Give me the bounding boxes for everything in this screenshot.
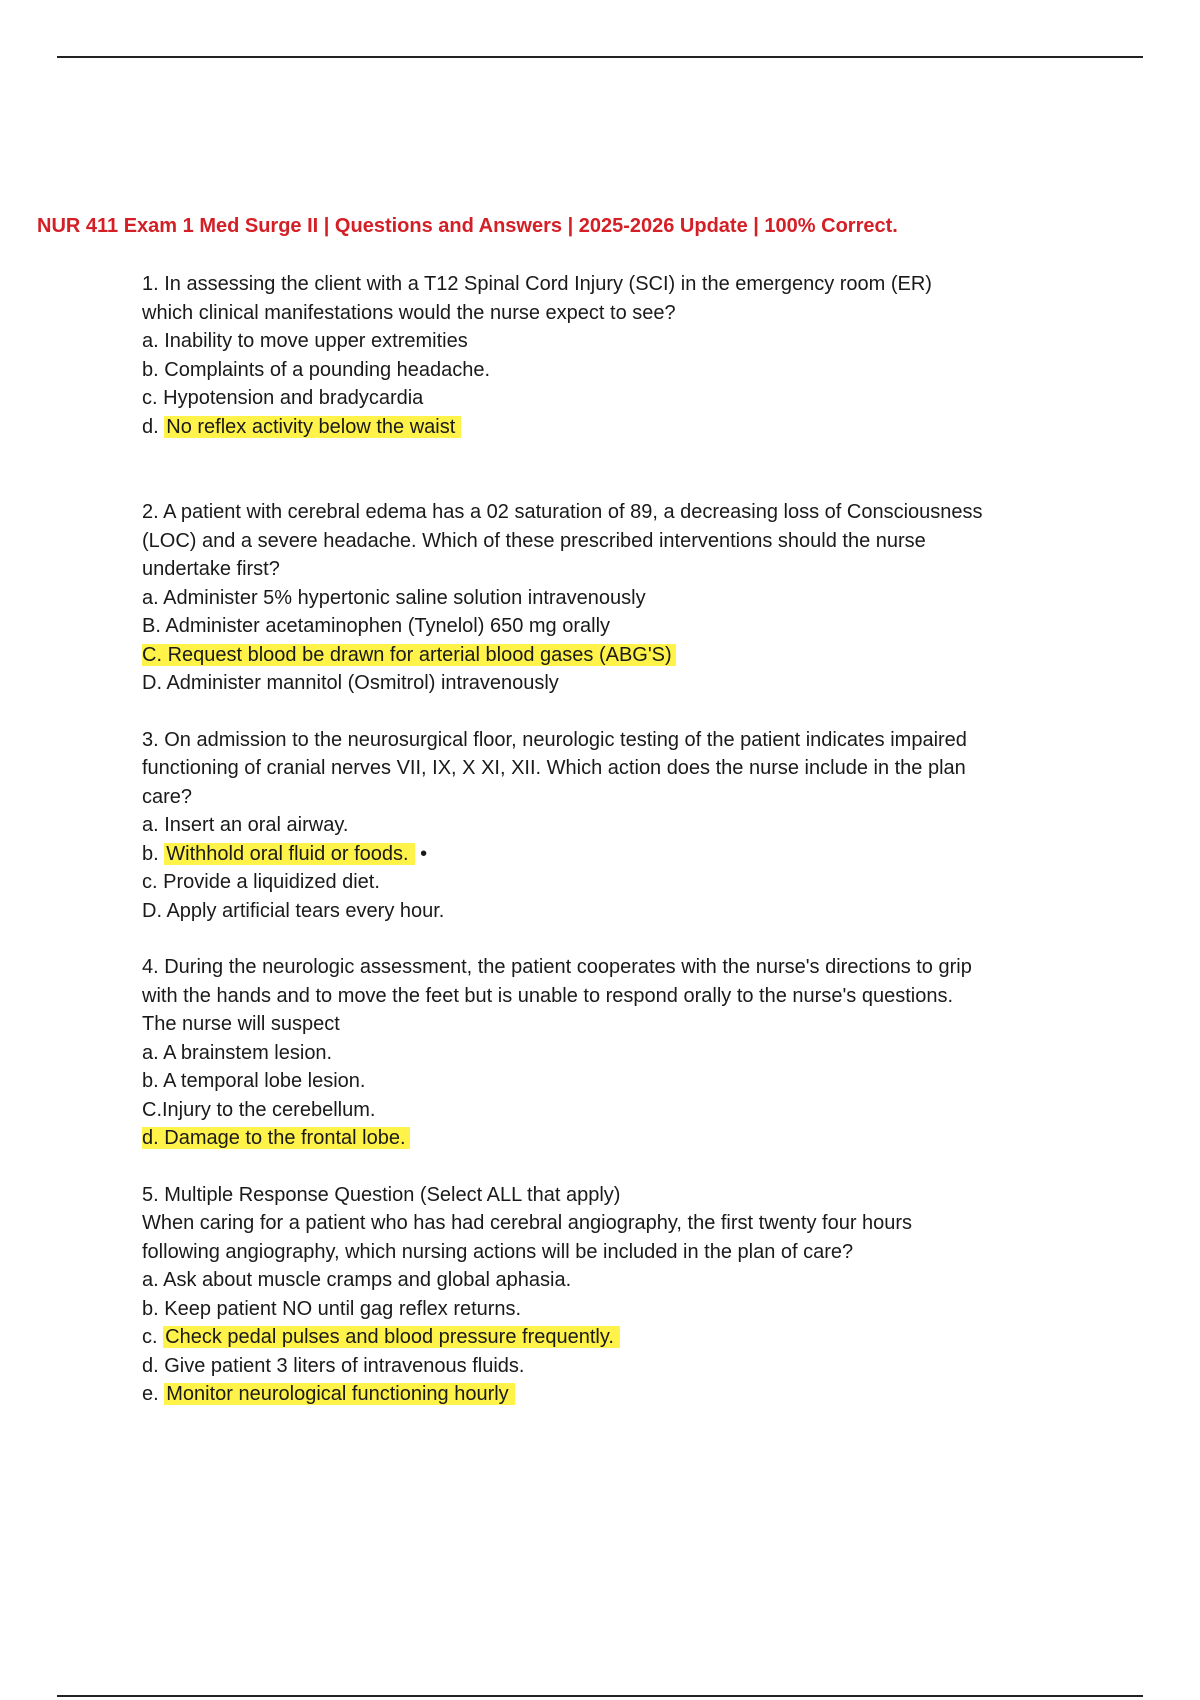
option-letter: a. (142, 1041, 159, 1064)
highlighted-answer-line (142, 644, 676, 666)
option-text: Ask about muscle cramps and global aphasia. (163, 1269, 572, 1291)
option-text: Injury to the cerebellum. (162, 1098, 376, 1121)
answer-option (142, 1266, 1062, 1295)
answer-option (142, 356, 1062, 385)
option-letter: b. (142, 1297, 159, 1320)
question-stem-line: (LOC) and a severe headache. Which of these prescribed interventions should the nurse (142, 529, 926, 552)
option-letter: d. (142, 1127, 159, 1149)
question-stem-line: When caring for a patient who has had cerebral angiography, the first twenty four hours (142, 1212, 913, 1234)
option-letter: c. (142, 387, 158, 409)
answer-option (142, 1039, 1062, 1068)
option-letter: a. (142, 586, 159, 609)
highlighted-answer-text: No reflex activity below the waist (164, 416, 461, 438)
correct-answer-option (142, 840, 1062, 869)
option-letter: a. (142, 1269, 159, 1291)
answer-option (142, 384, 1062, 413)
option-letter: c. (142, 1326, 158, 1348)
answer-option (142, 612, 1062, 641)
top-rule (57, 56, 1143, 58)
question-stem-line: following angiography, which nursing actions will be included in the plan of care? (142, 1240, 854, 1263)
option-letter: c. (142, 871, 158, 893)
option-letter: e. (142, 1383, 159, 1405)
answer-option (142, 1096, 1062, 1125)
option-letter: b. (142, 358, 159, 381)
question-stem-line: functioning of cranial nerves VII, IX, X XI, XII. Which action does the nurse include in the plan (142, 757, 966, 779)
option-letter: a. (142, 330, 159, 352)
question-1 (142, 270, 1062, 441)
option-letter: D. (142, 672, 162, 694)
answer-option (142, 1352, 1062, 1381)
question-3 (142, 726, 1062, 926)
question-stem-line: 4. During the neurologic assessment, the patient cooperates with the nurse's directions to grip (142, 956, 972, 978)
highlighted-answer-text: Withhold oral fluid or foods. (164, 843, 414, 865)
question-stem-line: care? (142, 785, 193, 808)
correct-answer-option (142, 641, 1062, 670)
option-text: Administer 5% hypertonic saline solution intravenously (163, 586, 646, 609)
document-title: NUR 411 Exam 1 Med Surge II | Questions and Answers | 2025-2026 Update | 100% Correct. (37, 215, 898, 237)
correct-answer-option (142, 1380, 1062, 1409)
option-text: A temporal lobe lesion. (163, 1070, 366, 1092)
correct-answer-option (142, 413, 1062, 442)
option-text: Hypotension and bradycardia (163, 387, 424, 409)
option-letter: B. (142, 615, 161, 637)
answer-option (142, 327, 1062, 356)
question-stem-line: with the hands and to move the feet but is unable to respond orally to the nurse's questions. (142, 984, 953, 1007)
correct-answer-option (142, 1124, 1062, 1153)
highlighted-answer-text: Request blood be drawn for arterial blood gases (ABG'S) (167, 643, 672, 666)
option-letter: b. (142, 1070, 159, 1092)
option-letter: d. (142, 1354, 159, 1377)
answer-option (142, 1295, 1062, 1324)
option-letter: b. (142, 842, 159, 865)
highlighted-answer-line (142, 1127, 410, 1149)
option-text: Insert an oral airway. (164, 814, 349, 836)
option-letter: D. (142, 899, 162, 922)
bottom-rule (57, 1695, 1143, 1697)
option-text: Administer mannitol (Osmitrol) intravenously (166, 672, 559, 694)
option-letter: a. (142, 814, 159, 836)
answer-option (142, 1067, 1062, 1096)
question-2 (142, 498, 1062, 698)
option-text: A brainstem lesion. (163, 1041, 333, 1064)
option-text: Apply artificial tears every hour. (166, 899, 445, 922)
question-stem-line: 2. A patient with cerebral edema has a 02 saturation of 89, a decreasing loss of Consciousness (142, 501, 983, 523)
question-5 (142, 1181, 1062, 1409)
highlighted-answer-text: Check pedal pulses and blood pressure frequently. (163, 1326, 620, 1348)
question-stem-line: The nurse will suspect (142, 1013, 340, 1035)
highlighted-answer-text: Monitor neurological functioning hourly (164, 1383, 514, 1405)
question-list (142, 270, 1062, 1409)
question-stem-line: undertake first? (142, 558, 280, 580)
option-text: Complaints of a pounding headache. (164, 358, 491, 381)
option-letter: C. (142, 643, 162, 666)
option-text: Administer acetaminophen (Tynelol) 650 mg orally (165, 615, 611, 637)
answer-option (142, 584, 1062, 613)
option-text: Keep patient NO until gag reflex returns. (164, 1297, 522, 1320)
answer-option (142, 868, 1062, 897)
option-letter: d. (142, 415, 159, 438)
question-4 (142, 953, 1062, 1153)
question-stem-line: 3. On admission to the neurosurgical floor, neurologic testing of the patient indicates impaired (142, 728, 967, 751)
option-letter: C. (142, 1098, 162, 1121)
option-text: Provide a liquidized diet. (163, 871, 380, 893)
question-stem-line: 1. In assessing the client with a T12 Spinal Cord Injury (SCI) in the emergency room (ER) (142, 273, 932, 295)
question-stem-line: 5. Multiple Response Question (Select ALL that apply) (142, 1183, 621, 1206)
option-text: Inability to move upper extremities (164, 330, 468, 352)
option-text: Give patient 3 liters of intravenous fluids. (164, 1354, 525, 1377)
answer-option (142, 897, 1062, 926)
highlighted-answer-text: Damage to the frontal lobe. (164, 1127, 406, 1149)
correct-answer-option (142, 1323, 1062, 1352)
answer-option (142, 669, 1062, 698)
answer-option (142, 811, 1062, 840)
bullet-mark: • (414, 842, 428, 865)
question-stem-line: which clinical manifestations would the nurse expect to see? (142, 301, 676, 324)
